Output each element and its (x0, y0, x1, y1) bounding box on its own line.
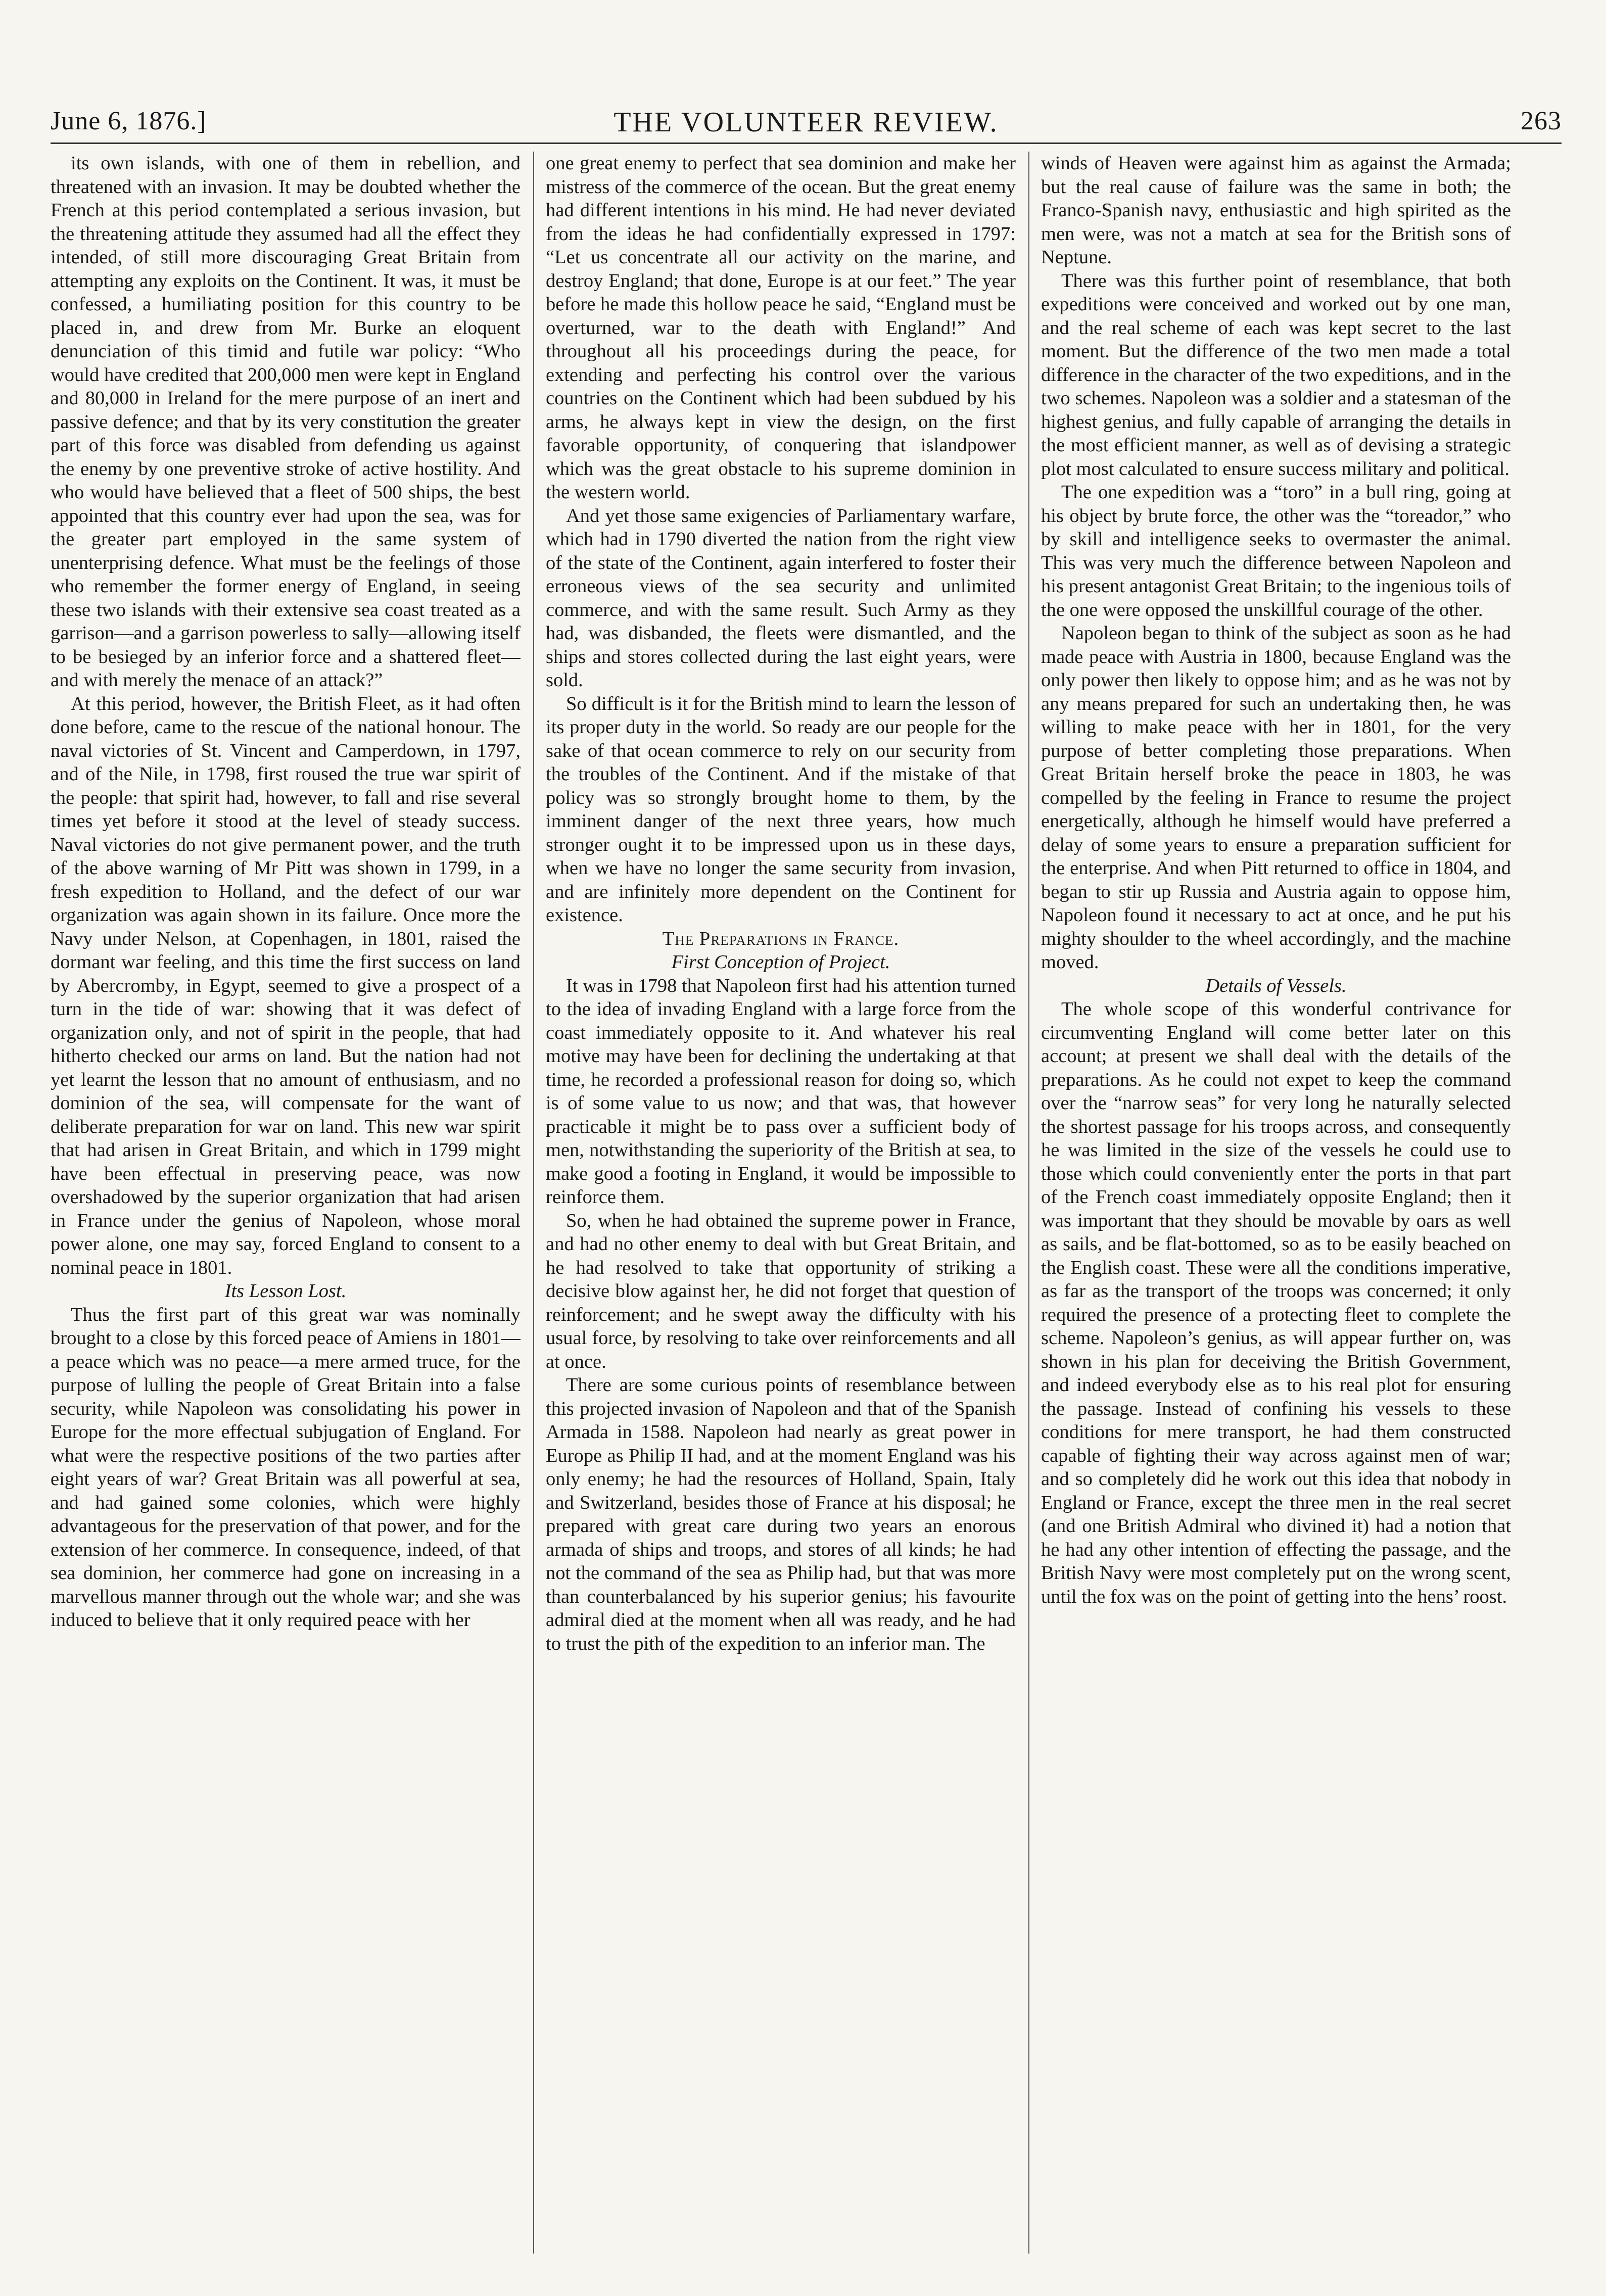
paragraph: So, when he had obtained the supreme power in France, and had no other enemy to deal with but Great Britain, and he had resolved to take that opportunity of striking a decisive blow against her, he did not forget that question of reinforcement; and he swept away the difficulty with his usual force, by resolving to take over reinforcements and all at once. (546, 1210, 1016, 1372)
paragraph: winds of Heaven were against him as against the Armada; but the real cause of failure was the same in both; the Franco-Spanish navy, enthusiastic and high spirited as the men were, was not a match at sea for the British sons of Neptune. (1041, 153, 1511, 268)
journal-title: THE VOLUNTEER REVIEW. (613, 107, 999, 138)
page-header (51, 101, 1562, 147)
page-number: 263 (1521, 107, 1562, 135)
paragraph: its own islands, with one of them in rebellion, and threatened with an invasion. It may be doubted whether the French at this period contemplated a serious invasion, but the threatening attitude they assumed had all the effect they intended, of still more discouraging Great Britain from attempting any exploits on the Continent. It was, it must be confessed, a humiliating position for this country to be placed in, and drew from Mr. Burke an eloquent denunciation of this timid and futile war policy: “Who would have credited that 200,000 men were kept in England and 80,000 in Ireland for the mere purpose of an inert and passive defence; and that by its very constitution the greater part of this force was disabled from defending us against the enemy by one preventive stroke of active hostility. And who would have believed that a fleet of 500 ships, the best appointed that this country ever had upon the sea, was for the greater part employed in the same system of unenterprising defence. What must be the feelings of those who remember the former energy of England, in seeing these two islands with their extensive sea coast treated as a garrison—and a garrison powerless to sally—allowing itself to be besieged by an inferior force and a shattered fleet—and with merely the menace of an attack?” (51, 153, 521, 691)
column-1 (51, 152, 521, 2254)
issue-date: June 6, 1876.] (51, 107, 207, 135)
column-divider (533, 152, 534, 2254)
subheading: First Conception of Project. (671, 951, 890, 973)
paragraph: And yet those same exigencies of Parliamentary warfare, which had in 1790 diverted the nation from the right view of the state of the Continent, again interfered to foster their erroneous views of the sea security and unlimited commerce, and with the same result. Such Army as they had, was disbanded, the fleets were dismantled, and the ships and stores collected during the last eight years, were sold. (546, 505, 1016, 691)
section-heading: The Preparations in France. (662, 928, 900, 949)
column-2 (546, 152, 1016, 2254)
paragraph: There are some curious points of resemblance between this projected invasion of Napoleon and that of the Spanish Armada in 1588. Napoleon had nearly as great power in Europe as Philip II had, and at the moment England was his only enemy; he had the resources of Holland, Spain, Italy and Switzerland, besides those of France at his disposal; he prepared with great care during two years an enorous armada of ships and troops, and stores of all kinds; he had not the command of the sea as Philip had, but that was more than counterbalanced by his superior genius; his favourite admiral died at the moment when all was ready, and he had to trust the pith of the expedition to an inferior man. The (546, 1374, 1016, 1654)
paragraph: The whole scope of this wonderful contrivance for circumventing England will come better later on this account; at present we shall deal with the details of the preparations. As he could not expet to keep the command over the “narrow seas” for very long he naturally selected the shortest passage for his troops across, and consequently he was limited in the size of the vessels he could use to those which could conveniently enter the ports in that part of the French coast immediately opposite England; then it was important that they should be movable by oars as well as sails, and be flat-bottomed, so as to be easily beached on the English coast. These were all the conditions imperative, as far as the transport of the troops was concerned; it only required the presence of a protecting fleet to complete the scheme. Napoleon’s genius, as will appear further on, was shown in his plan for deceiving the British Government, and indeed everybody else as to his real plot for ensuring the passage. Instead of confining his vessels to these conditions for mere transport, he had them constructed capable of fighting their way across against men of war; and so completely did he work out this idea that nobody in England or France, except the three men in the real secret (and one British Admiral who divined it) had a notion that he had any other intention of effecting the passage, and the British Navy were most completely put on the wrong scent, until the fox was on the point of getting into the hens’ roost. (1041, 998, 1511, 1607)
paragraph: The one expedition was a “toro” in a bull ring, going at his object by brute force, the other was the “toreador,” who by skill and intelligence seeks to overmaster the animal. This was very much the difference between Napoleon and his present antagonist Great Britain; to the ingenious toils of the one were opposed the unskillful courage of the other. (1041, 482, 1511, 620)
article-body (51, 152, 1562, 2254)
paragraph: It was in 1798 that Napoleon first had his attention turned to the idea of invading England with a large force from the coast immediately opposite to it. And whatever his real motive may have been for declining the undertaking at that time, he recorded a professional reason for doing so, which is of some value to us now; and that was, that however practicable it might be to pass over a sufficient body of men, notwithstanding the superiority of the British at sea, to make good a footing in England, it would be impossible to reinforce them. (546, 975, 1016, 1208)
subheading: Details of Vessels. (1205, 975, 1347, 996)
paragraph: one great enemy to perfect that sea dominion and make her mistress of the commerce of the ocean. But the great enemy had different intentions in his mind. He had never deviated from the ideas he had confidentially expressed in 1797: “Let us concentrate all our activity on the marine, and destroy England; that done, Europe is at our feet.” The year before he made this hollow peace he said, “England must be overturned, war to the death with England!” And throughout all his proceedings during the peace, for extending and perfecting his control over the various countries on the Continent which had been subdued by his arms, he always kept in view the design, on the first favorable opportunity, of conquering that islandpower which was the great obstacle to his supreme dominion in the western world. (546, 153, 1016, 503)
paragraph: Thus the first part of this great war was nominally brought to a close by this forced peace of Amiens in 1801—a peace which was no peace—a mere armed truce, for the purpose of lulling the people of Great Britain into a false security, while Napoleon was consolidating his power in Europe for the more effectual subjugation of England. For what were the respective positions of the two parties after eight years of war? Great Britain was all powerful at sea, and had gained some colonies, which were highly advantageous for the preservation of that power, and for the extension of her commerce. In consequence, indeed, of that sea dominion, her commerce had gone on increasing in a marvellous manner through out the whole war; and she was induced to believe that it only required peace with her (51, 1304, 521, 1631)
column-divider (1028, 152, 1029, 2254)
paragraph: There was this further point of resemblance, that both expeditions were conceived and worked out by one man, and the real scheme of each was kept secret to the last moment. But the difference of the two men made a total difference in the character of the two expeditions, and in the two schemes. Napoleon was a soldier and a statesman of the highest genius, and fully capable of arranging the details in the most efficient manner, as well as of devising a strategic plot most calculated to ensure success military and political. (1041, 270, 1511, 480)
subheading: Its Lesson Lost. (224, 1280, 347, 1302)
paragraph: Napoleon began to think of the subject as soon as he had made peace with Austria in 1800, because England was the only power then likely to oppose him; and as he was not by any means prepared for such an undertaking then, he was willing to make peace with her in 1801, for the very purpose of better completing those preparations. When Great Britain herself broke the peace in 1803, he was compelled by the feeling in France to resume the project energetically, although he himself would have preferred a delay of some years to ensure a preparation sufficient for the enterprise. And when Pitt returned to office in 1804, and began to stir up Russia and Austria again to oppose him, Napoleon found it necessary to act at once, and he put his mighty shoulder to the wheel accordingly, and the machine moved. (1041, 623, 1511, 973)
column-3 (1041, 152, 1511, 2254)
paragraph: At this period, however, the British Fleet, as it had often done before, came to the rescue of the national honour. The naval victories of St. Vincent and Camperdown, in 1797, and of the Nile, in 1798, first roused the true war spirit of the people: that spirit had, however, to fall and rise several times yet before it stood at the level of steady success. Naval victories do not give permanent power, and the truth of the above warning of Mr Pitt was shown in 1799, in a fresh expedition to Holland, and the defect of our war organization was again shown in its failure. Once more the Navy under Nelson, at Copenhagen, in 1801, raised the dormant war feeling, and this time the first success on land by Abercromby, in Egypt, seemed to give a prospect of a turn in the tide of war: showing that it was defect of organization only, and not of spirit in the people, that had hitherto checked our arms on land. But the nation had not yet learnt the lesson that no amount of enthusiasm, and no dominion of the sea, will compensate for the want of deliberate preparation for war on land. This new war spirit that had arisen in Great Britain, and which in 1799 might have been effectual in preserving peace, was now overshadowed by the superior organization that had arisen in France under the genius of Napoleon, whose moral power alone, one may say, forced England to consent to a nominal peace in 1801. (51, 693, 521, 1278)
paragraph: So difficult is it for the British mind to learn the lesson of its proper duty in the world. So ready are our people for the sake of that ocean commerce to rely on our security from the troubles of the Continent. And if the mistake of that policy was so strongly brought home to them, by the imminent danger of the next three years, how much stronger ought it to be impressed upon us in these days, when we have no longer the same security from invasion, and are infinitely more dependent on the Continent for existence. (546, 693, 1016, 926)
header-rule (51, 142, 1562, 144)
